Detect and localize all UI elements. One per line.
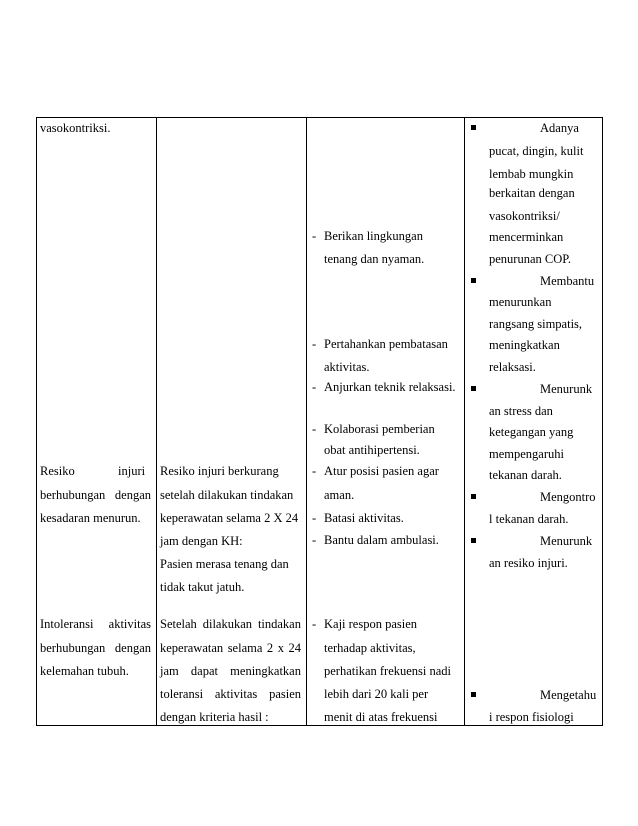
- intervention-text: Pertahankan pembatasan: [324, 337, 448, 351]
- rationale-text: ketegangan yang: [489, 425, 574, 439]
- intervention-text: menit di atas frekuensi: [324, 710, 438, 724]
- diagnosis-text: injuri: [118, 464, 146, 478]
- rationale-text: Mengontro: [540, 490, 596, 504]
- rationale-text: an stress dan: [489, 404, 553, 418]
- rationale-text: menurunkan: [489, 295, 552, 309]
- goal-text: toleransi aktivitas pasien: [160, 687, 301, 701]
- diagnosis-text: berhubungan dengan: [40, 641, 151, 655]
- goal-text: keperawatan selama 2 x 24: [160, 641, 301, 655]
- goal-text: jam dengan KH:: [160, 534, 243, 548]
- goal-text: setelah dilakukan tindakan: [160, 488, 294, 502]
- rationale-text: lembab mungkin: [489, 167, 574, 181]
- intervention-text: Kaji respon pasien: [324, 617, 418, 631]
- rationale-text: Membantu: [540, 274, 595, 288]
- rationale-text: mempengaruhi: [489, 447, 564, 461]
- bullet-icon: [471, 278, 476, 283]
- diagnosis-text: kesadaran menurun.: [40, 511, 141, 525]
- intervention-text: aktivitas.: [324, 360, 370, 374]
- column-divider: [306, 118, 307, 725]
- rationale-text: Menurunk: [540, 534, 593, 548]
- column-divider: [464, 118, 465, 725]
- goal-text: dengan kriteria hasil :: [160, 710, 269, 724]
- bullet-icon: [471, 538, 476, 543]
- goal-text: keperawatan selama 2 X 24: [160, 511, 299, 525]
- list-dash: -: [312, 337, 317, 351]
- rationale-text: Mengetahu: [540, 688, 597, 702]
- bullet-icon: [471, 494, 476, 499]
- bullet-icon: [471, 692, 476, 697]
- rationale-text: relaksasi.: [489, 360, 536, 374]
- intervention-text: terhadap aktivitas,: [324, 641, 416, 655]
- diagnosis-text: vasokontriksi.: [40, 121, 111, 135]
- rationale-text: i respon fisiologi: [489, 710, 574, 724]
- intervention-text: Kolaborasi pemberian: [324, 422, 435, 436]
- rationale-text: an resiko injuri.: [489, 556, 568, 570]
- rationale-text: mencerminkan: [489, 230, 564, 244]
- intervention-text: aman.: [324, 488, 355, 502]
- intervention-text: obat antihipertensi.: [324, 443, 420, 457]
- rationale-text: berkaitan dengan: [489, 186, 575, 200]
- diagnosis-text: berhubungan dengan: [40, 488, 151, 502]
- list-dash: -: [312, 617, 317, 631]
- intervention-text: Batasi aktivitas.: [324, 511, 404, 525]
- rationale-text: pucat, dingin, kulit: [489, 144, 584, 158]
- list-dash: -: [312, 533, 317, 547]
- intervention-text: Bantu dalam ambulasi.: [324, 533, 439, 547]
- rationale-text: Adanya: [540, 121, 579, 135]
- rationale-text: meningkatkan: [489, 338, 560, 352]
- goal-text: Setelah dilakukan tindakan: [160, 617, 301, 631]
- intervention-text: tenang dan nyaman.: [324, 252, 425, 266]
- list-dash: -: [312, 464, 317, 478]
- list-dash: -: [312, 422, 317, 436]
- intervention-text: Anjurkan teknik relaksasi.: [324, 380, 456, 394]
- goal-text: tidak takut jatuh.: [160, 580, 245, 594]
- diagnosis-text: Intoleransi aktivitas: [40, 617, 151, 631]
- intervention-text: lebih dari 20 kali per: [324, 687, 429, 701]
- goal-text: jam dapat meningkatkan: [160, 664, 301, 678]
- bullet-icon: [471, 386, 476, 391]
- intervention-text: Berikan lingkungan: [324, 229, 423, 243]
- goal-text: Pasien merasa tenang dan: [160, 557, 289, 571]
- list-dash: -: [312, 511, 317, 525]
- intervention-text: Atur posisi pasien agar: [324, 464, 439, 478]
- rationale-text: Menurunk: [540, 382, 593, 396]
- rationale-text: tekanan darah.: [489, 468, 562, 482]
- list-dash: -: [312, 380, 317, 394]
- rationale-text: l tekanan darah.: [489, 512, 569, 526]
- diagnosis-text: Resiko: [40, 464, 75, 478]
- rationale-text: vasokontriksi/: [489, 209, 560, 223]
- list-dash: -: [312, 229, 317, 243]
- rationale-text: rangsang simpatis,: [489, 317, 583, 331]
- bullet-icon: [471, 125, 476, 130]
- rationale-text: penurunan COP.: [489, 252, 571, 266]
- goal-text: Resiko injuri berkurang: [160, 464, 279, 478]
- column-divider: [156, 118, 157, 725]
- diagnosis-text: kelemahan tubuh.: [40, 664, 129, 678]
- intervention-text: perhatikan frekuensi nadi: [324, 664, 452, 678]
